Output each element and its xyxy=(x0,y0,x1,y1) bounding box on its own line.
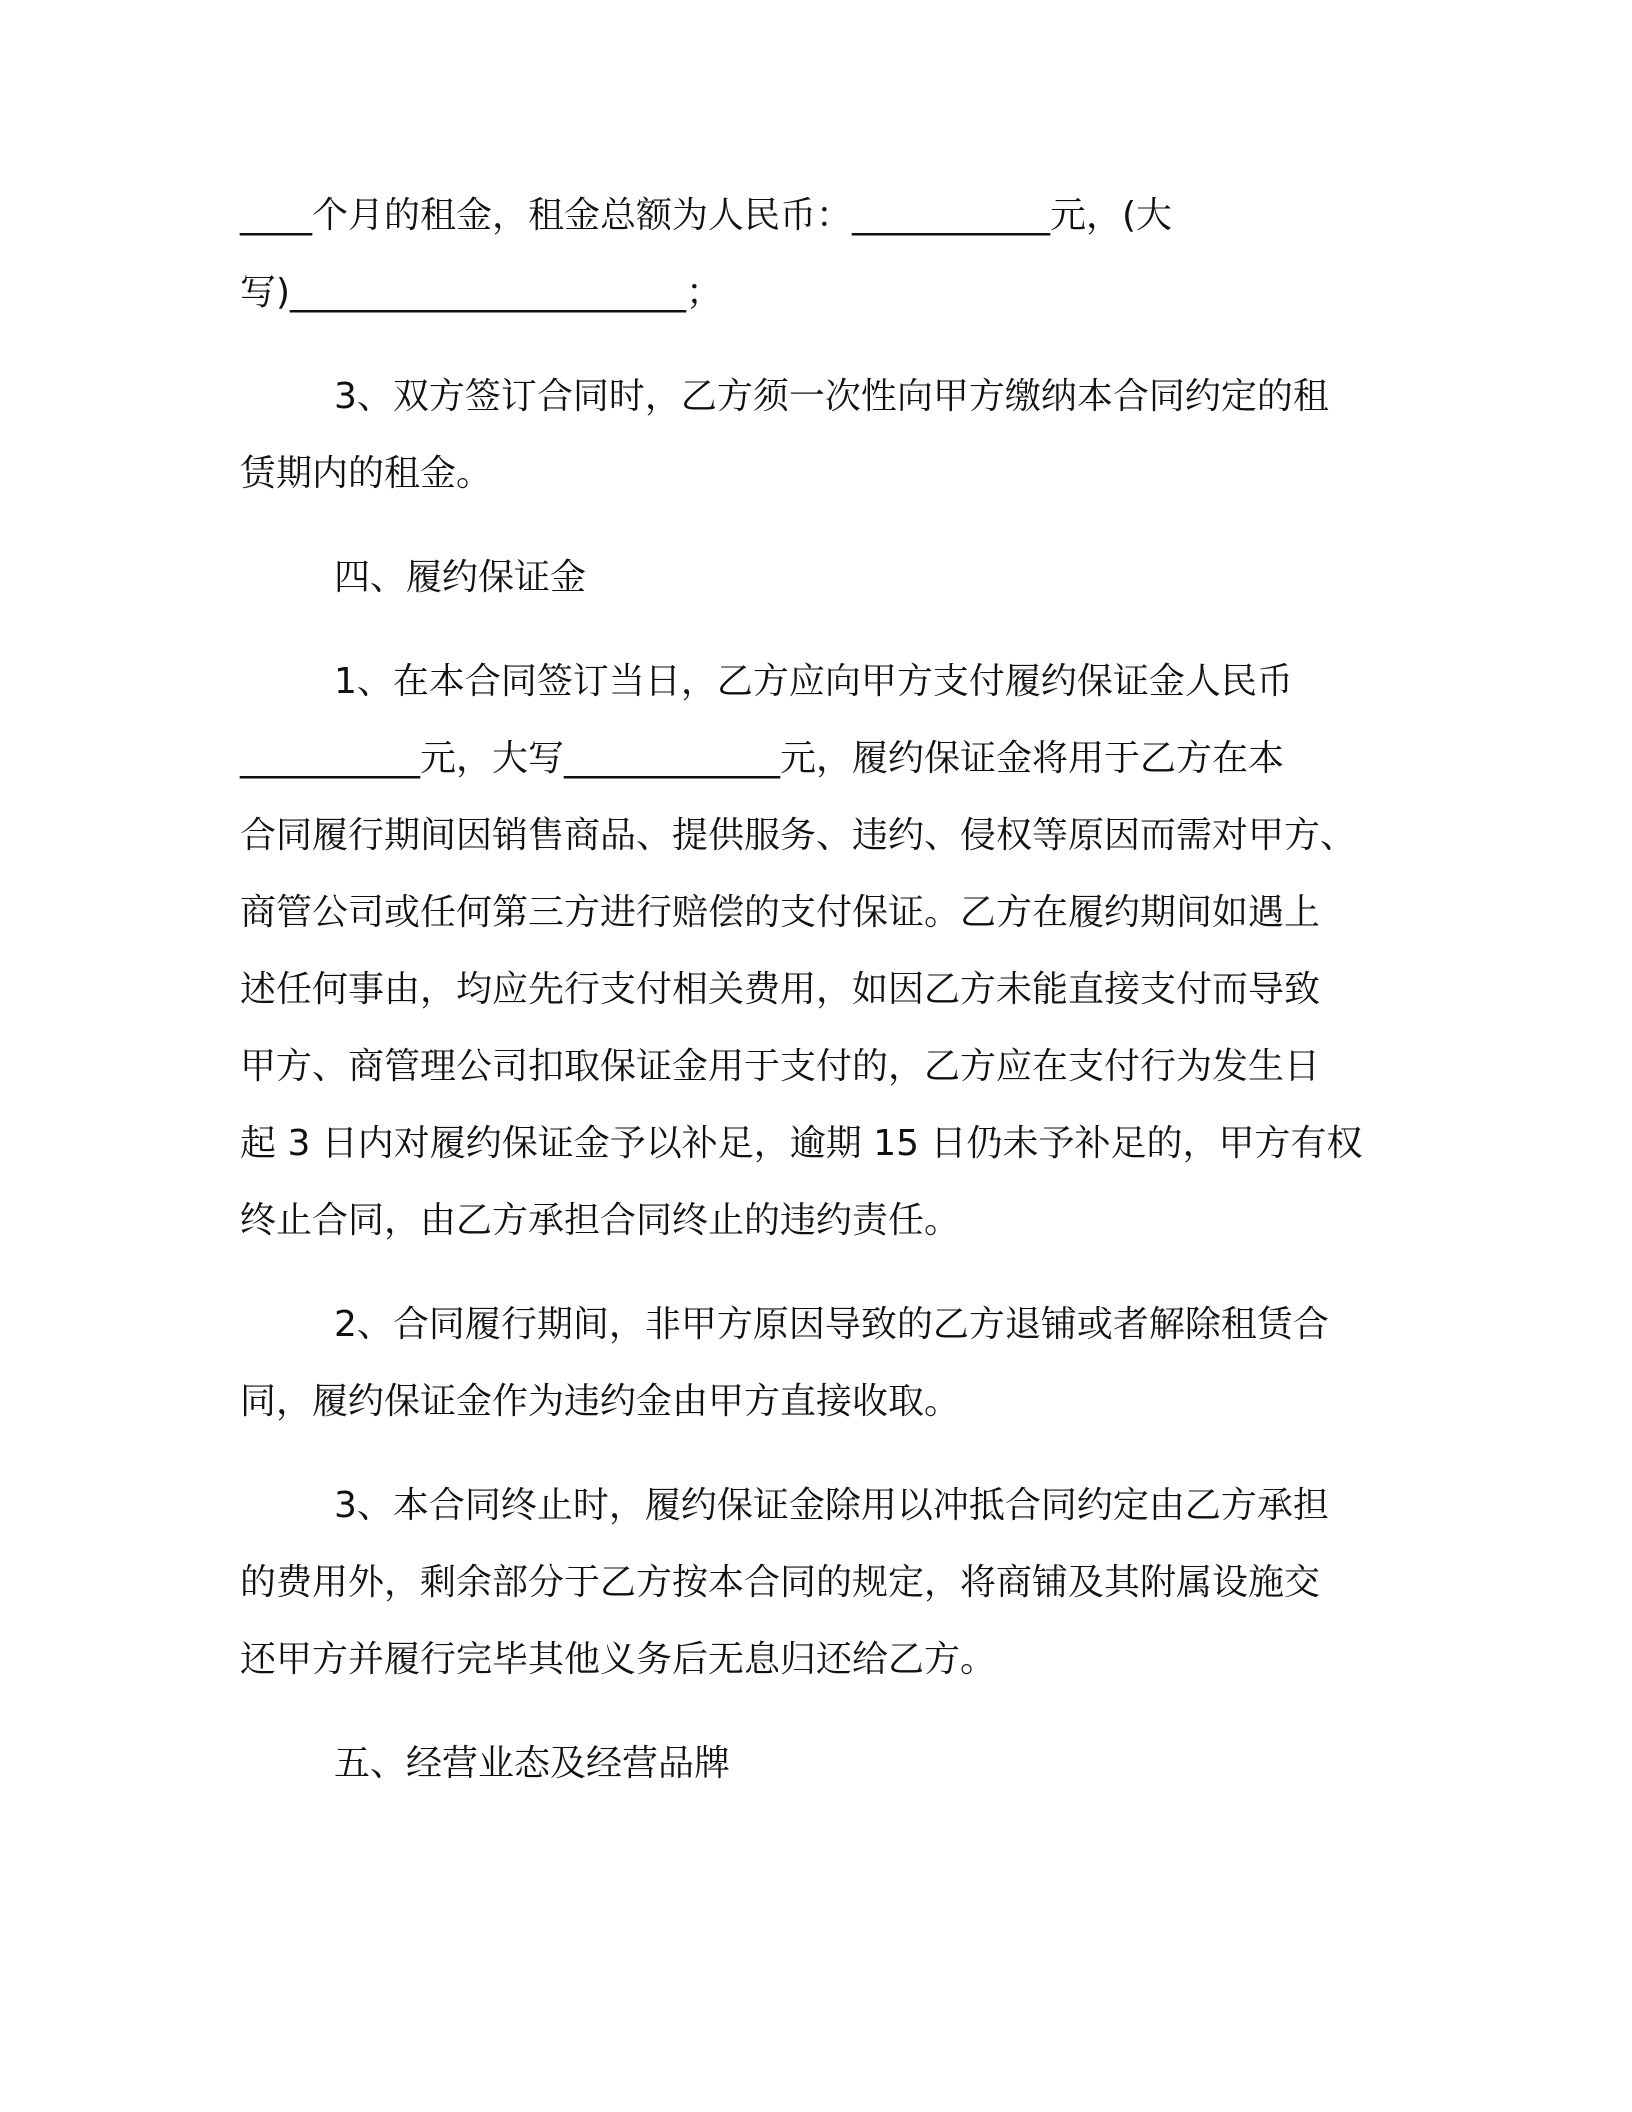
text-line: 3、本合同终止时，履约保证金除用以冲抵合同约定由乙方承担 xyxy=(334,1485,1329,1526)
text-line: 3、双方签订合同时，乙方须一次性向甲方缴纳本合同约定的租 xyxy=(334,376,1329,417)
text-line: 还甲方并履行完毕其他义务后无息归还给乙方。 xyxy=(240,1639,997,1680)
text-line: 合同履行期间因销售商品、提供服务、违约、侵权等原因而需对甲方、 xyxy=(240,815,1357,856)
text-line: 赁期内的租金。 xyxy=(240,453,493,494)
text-line: 写)______________________； xyxy=(240,272,723,313)
text-line: 起 3 日内对履约保证金予以补足，逾期 15 日仍未予补足的，甲方有权 xyxy=(240,1123,1363,1164)
text-line: 甲方、商管理公司扣取保证金用于支付的，乙方应在支付行为发生日 xyxy=(240,1046,1321,1087)
text-line: 的费用外，剩余部分于乙方按本合同的规定，将商铺及其附属设施交 xyxy=(240,1562,1321,1603)
text-line: 同，履约保证金作为违约金由甲方直接收取。 xyxy=(240,1381,961,1422)
text-line: ____个月的租金，租金总额为人民币：___________元，(大 xyxy=(240,195,1173,236)
text-line: 商管公司或任何第三方进行赔偿的支付保证。乙方在履约期间如遇上 xyxy=(240,892,1321,933)
text-line: 终止合同，由乙方承担合同终止的违约责任。 xyxy=(240,1200,961,1241)
text-line: 1、在本合同签订当日，乙方应向甲方支付履约保证金人民币 xyxy=(334,661,1293,702)
text-line: 述任何事由，均应先行支付相关费用，如因乙方未能直接支付而导致 xyxy=(240,969,1321,1010)
section-heading: 四、履约保证金 xyxy=(334,557,587,598)
text-line: 2、合同履行期间，非甲方原因导致的乙方退铺或者解除租赁合 xyxy=(334,1304,1329,1345)
text-line: __________元，大写____________元，履约保证金将用于乙方在本 xyxy=(240,738,1285,779)
section-heading: 五、经营业态及经营品牌 xyxy=(334,1743,731,1784)
